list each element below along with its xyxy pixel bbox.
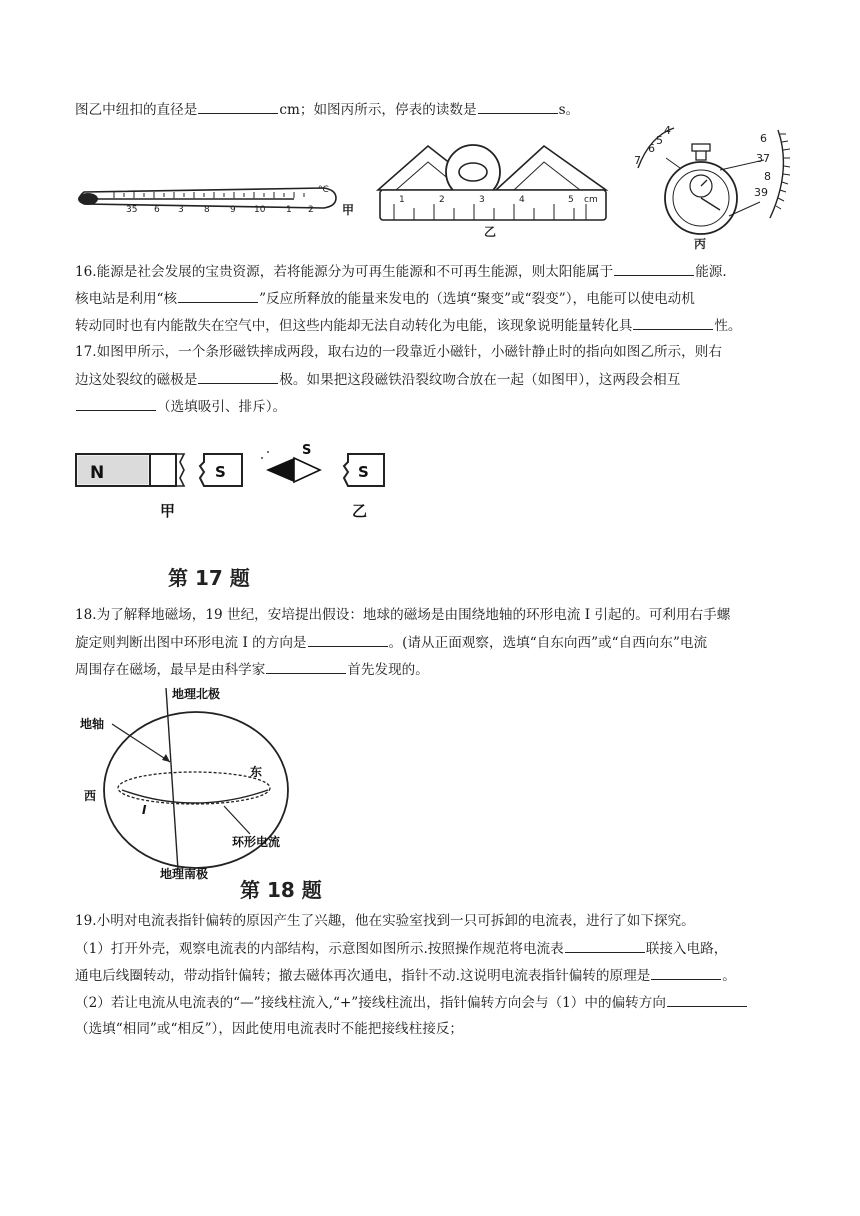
- q18-line-1: [75, 605, 794, 625]
- q17-line-1: [75, 342, 794, 362]
- label-current: I: [142, 803, 147, 817]
- label-bing: 丙: [694, 237, 707, 251]
- q19-line-5: [75, 1019, 794, 1039]
- ruler-tick-label: 1: [399, 195, 405, 205]
- q16-line-2: [75, 288, 794, 309]
- q17-blank-pole[interactable]: [198, 369, 278, 384]
- q17-line-2: [75, 369, 794, 390]
- q18-text: 。(请从正面观察，选填“自东向西”或“自西向东”电流: [388, 635, 708, 651]
- q17-line-3: [75, 396, 794, 417]
- q19-line-2: [75, 938, 794, 959]
- small-dial-number: 7: [634, 154, 641, 167]
- q16-blank-direction[interactable]: [633, 315, 713, 330]
- earth-figure: [74, 684, 324, 880]
- thermometer-figure: [74, 178, 364, 220]
- thermo-tick-label: 10: [254, 205, 266, 215]
- ruler-tick-label: 4: [519, 195, 525, 205]
- q15-blank-stopwatch[interactable]: [478, 99, 558, 114]
- q18-line-3: [75, 659, 794, 680]
- q18-caption: 第 18 题: [240, 878, 322, 902]
- label-jia: 甲: [160, 502, 176, 520]
- magnet-s-label: S: [358, 463, 369, 481]
- q15-text-b: cm；如图丙所示，停表的读数是: [279, 102, 477, 118]
- q18-blank-scientist[interactable]: [266, 659, 346, 674]
- stopwatch-figure: [630, 124, 790, 252]
- q16-text: 16.能源是社会发展的宝贵资源，若将能源分为可再生能源和不可再生能源，则太阳能属于: [75, 264, 614, 280]
- q19-blank-connection[interactable]: [565, 938, 645, 953]
- q19-text: 联接入电路，: [645, 941, 728, 957]
- ruler-figure: [374, 138, 614, 242]
- label-axis: 地轴: [80, 717, 105, 731]
- q19-text: 通电后线圈转动，带动指针偏转；撤去磁体再次通电，指针不动.这说明电流表指针偏转的原理是: [75, 968, 651, 984]
- large-dial-number: 37: [756, 152, 770, 165]
- q15-line: [75, 99, 794, 120]
- q19-text: 19.小明对电流表指针偏转的原因产生了兴趣，他在实验室找到一只可拆卸的电流表，进行了如下探究。: [75, 913, 695, 929]
- q19-blank-principle[interactable]: [651, 965, 721, 980]
- thermo-tick-label: 35: [126, 205, 138, 215]
- q18-blank-direction[interactable]: [308, 632, 388, 647]
- q16-text: ”反应所释放的能量来发电的（选填“聚变”或“裂变”），电能可以使电动机: [259, 291, 695, 307]
- q15-text-c: s。: [558, 102, 580, 118]
- small-dial-number: 4: [664, 124, 671, 137]
- ruler-tick-label: 3: [479, 195, 485, 205]
- q19-text: 。: [722, 968, 736, 984]
- label-east: 东: [250, 765, 263, 779]
- needle-s-label: S: [302, 443, 312, 458]
- q18-line-2: [75, 632, 794, 653]
- label-south-pole: 地理南极: [160, 867, 209, 880]
- magnet-s-label: S: [215, 463, 226, 481]
- q16-text: 能源.: [695, 264, 727, 280]
- q16-text: 核电站是利用“核: [75, 291, 178, 307]
- q15-text-a: 图乙中纽扣的直径是: [75, 102, 198, 118]
- large-dial-number: 6: [760, 132, 767, 145]
- q17-blank-interaction[interactable]: [76, 396, 156, 411]
- q19-text: （2）若让电流从电流表的“—”接线柱流入,“+”接线柱流出，指针偏转方向会与（1）中的偏转方向: [75, 995, 666, 1011]
- label-jia: 甲: [342, 203, 355, 217]
- q18-text: 旋定则判断出图中环形电流 I 的方向是: [75, 635, 307, 651]
- thermo-tick-label: 3: [178, 205, 184, 215]
- q19-line-4: [75, 992, 794, 1013]
- thermo-tick-label: 8: [204, 205, 210, 215]
- q18-text: 首先发现的。: [347, 662, 429, 678]
- q16-line-3: [75, 315, 794, 336]
- q19-text: （选填“相同”或“相反”），因此使用电流表时不能把接线柱接反；: [75, 1021, 464, 1037]
- q19-blank-deflection[interactable]: [667, 992, 747, 1007]
- ruler-tick-label: 2: [439, 195, 445, 205]
- q19-line-1: [75, 911, 794, 931]
- thermo-tick-label: 6: [154, 205, 160, 215]
- magnet-n-label: N: [90, 463, 105, 483]
- thermo-unit: °C: [318, 185, 329, 195]
- q17-caption: 第 17 题: [168, 566, 250, 590]
- label-west: 西: [84, 789, 97, 803]
- thermo-tick-label: 2: [308, 205, 314, 215]
- ruler-unit: cm: [584, 195, 598, 205]
- q16-text: 性。: [714, 318, 742, 334]
- large-dial-number: 39: [754, 186, 768, 199]
- ruler-tick-label: 5: [568, 195, 574, 205]
- q19-line-3: [75, 965, 794, 986]
- small-dial-number: 5: [656, 134, 663, 147]
- magnet-figure: [72, 440, 392, 524]
- q18-text: 18.为了解释地磁场，19 世纪，安培提出假设：地球的磁场是由围绕地轴的环形电流 I 引起的。可利用右手螺: [75, 607, 731, 623]
- q16-line-1: [75, 261, 794, 282]
- q17-text: 极。如果把这段磁铁沿裂纹吻合放在一起（如图甲），这两段会相互: [279, 372, 681, 388]
- thermo-tick-label: 1: [286, 205, 292, 215]
- label-ring-current: 环形电流: [232, 835, 281, 849]
- large-dial-number: 8: [764, 170, 771, 183]
- q15-blank-diameter[interactable]: [198, 99, 278, 114]
- thermo-tick-label: 9: [230, 205, 236, 215]
- label-north-pole: 地理北极: [172, 687, 221, 701]
- q16-blank-solar[interactable]: [614, 261, 694, 276]
- q17-text: （选填吸引、排斥）。: [157, 399, 287, 415]
- label-yi: 乙: [352, 502, 368, 520]
- q17-text: 边这处裂纹的磁极是: [75, 372, 198, 388]
- label-yi: 乙: [484, 225, 497, 239]
- q16-text: 转动同时也有内能散失在空气中，但这些内能却无法自动转化为电能，该现象说明能量转化具: [75, 318, 633, 334]
- q17-text: 17.如图甲所示，一个条形磁铁摔成两段，取右边的一段靠近小磁针，小磁针静止时的指向如图乙所示，则右: [75, 344, 722, 360]
- q19-text: （1）打开外壳，观察电流表的内部结构，示意图如图所示.按照操作规范将电流表: [75, 941, 564, 957]
- q16-blank-nuclear[interactable]: [178, 288, 258, 303]
- q18-text: 周围存在磁场，最早是由科学家: [75, 662, 266, 678]
- small-dial-number: 6: [648, 142, 655, 155]
